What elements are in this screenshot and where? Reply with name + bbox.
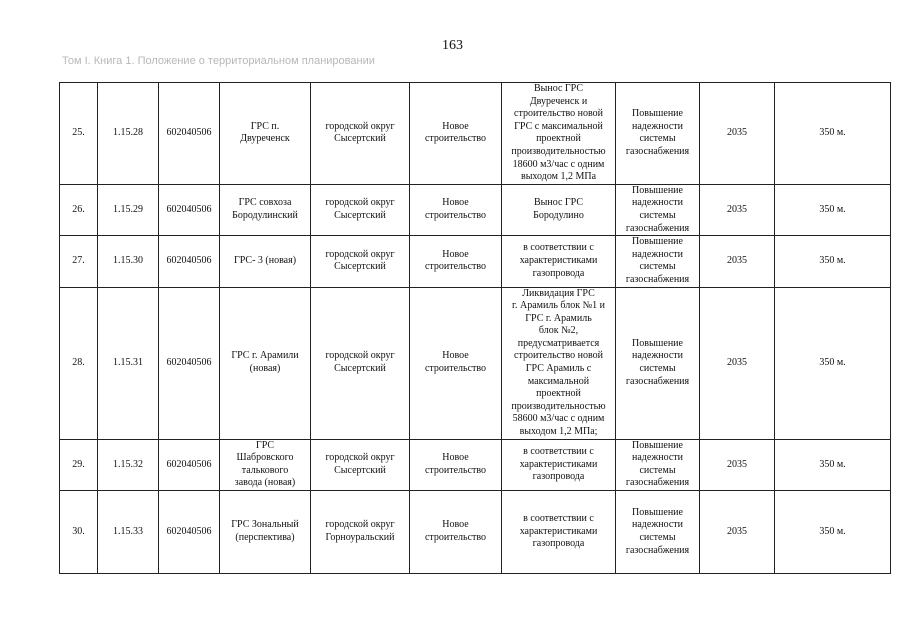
cell-type: Новое строительство	[410, 184, 502, 235]
cell-description: в соответствии с характеристиками газопровода	[502, 439, 616, 490]
cell-year: 2035	[700, 287, 775, 439]
cell-description: Ликвидация ГРС г. Арамиль блок №1 и ГРС г. Арамиль блок №2, предусматривается строительство новой ГРС Арамиль с максимальной проектной производительностью 58600 м3/час с одним выходом 1,2 МПа;	[502, 287, 616, 439]
cell-purpose: Повышение надежности системы газоснабжения	[616, 439, 700, 490]
cell-location: городской округ Сысертский	[311, 184, 410, 235]
cell-type: Новое строительство	[410, 287, 502, 439]
cell-code: 1.15.32	[98, 439, 159, 490]
cell-object-name: ГРС г. Арамили (новая)	[220, 287, 311, 439]
page-number: 163	[442, 38, 463, 53]
cell-object-name: ГРС п. Двуреченск	[220, 83, 311, 185]
cell-code: 1.15.28	[98, 83, 159, 185]
table-row	[60, 236, 891, 287]
cell-location: городской округ Сысертский	[311, 287, 410, 439]
cell-number: 25.	[60, 83, 98, 185]
cell-code: 1.15.31	[98, 287, 159, 439]
cell-year: 2035	[700, 83, 775, 185]
cell-location: городской округ Горноуральский	[311, 491, 410, 574]
cell-number: 28.	[60, 287, 98, 439]
table-row	[60, 184, 891, 235]
cell-description: в соответствии с характеристиками газопровода	[502, 491, 616, 574]
cell-number: 29.	[60, 439, 98, 490]
cell-object-name: ГРС совхоза Бородулинский	[220, 184, 311, 235]
cell-location: городской округ Сысертский	[311, 439, 410, 490]
cell-object-name: ГРС Шабровского талькового завода (новая)	[220, 439, 311, 490]
cell-year: 2035	[700, 184, 775, 235]
cell-purpose: Повышение надежности системы газоснабжения	[616, 83, 700, 185]
cell-object-name: ГРС- 3 (новая)	[220, 236, 311, 287]
cell-description: Вынос ГРС Двуреченск и строительство новой ГРС с максимальной проектной производительностью 18600 м3/час с одним выходом 1,2 МПа	[502, 83, 616, 185]
table-row	[60, 491, 891, 574]
cell-object-name: ГРС Зональный (перспектива)	[220, 491, 311, 574]
cell-zone: 350 м.	[775, 184, 891, 235]
cell-number: 26.	[60, 184, 98, 235]
cell-id: 602040506	[159, 287, 220, 439]
cell-purpose: Повышение надежности системы газоснабжения	[616, 491, 700, 574]
cell-code: 1.15.33	[98, 491, 159, 574]
cell-number: 27.	[60, 236, 98, 287]
cell-year: 2035	[700, 491, 775, 574]
cell-id: 602040506	[159, 236, 220, 287]
cell-type: Новое строительство	[410, 439, 502, 490]
cell-location: городской округ Сысертский	[311, 236, 410, 287]
cell-number: 30.	[60, 491, 98, 574]
cell-purpose: Повышение надежности системы газоснабжения	[616, 287, 700, 439]
cell-id: 602040506	[159, 439, 220, 490]
running-header: Том I. Книга 1. Положение о территориальном планировании	[62, 55, 375, 67]
cell-description: в соответствии с характеристиками газопровода	[502, 236, 616, 287]
cell-description: Вынос ГРС Бородулино	[502, 184, 616, 235]
cell-type: Новое строительство	[410, 236, 502, 287]
cell-code: 1.15.30	[98, 236, 159, 287]
cell-zone: 350 м.	[775, 236, 891, 287]
cell-type: Новое строительство	[410, 83, 502, 185]
table-row	[60, 439, 891, 490]
cell-purpose: Повышение надежности системы газоснабжения	[616, 236, 700, 287]
objects-table	[59, 82, 891, 574]
table-row	[60, 287, 891, 439]
cell-id: 602040506	[159, 184, 220, 235]
cell-year: 2035	[700, 439, 775, 490]
table-row	[60, 83, 891, 185]
cell-zone: 350 м.	[775, 439, 891, 490]
cell-code: 1.15.29	[98, 184, 159, 235]
cell-purpose: Повышение надежности системы газоснабжения	[616, 184, 700, 235]
cell-id: 602040506	[159, 83, 220, 185]
cell-zone: 350 м.	[775, 287, 891, 439]
cell-location: городской округ Сысертский	[311, 83, 410, 185]
cell-zone: 350 м.	[775, 491, 891, 574]
cell-id: 602040506	[159, 491, 220, 574]
cell-year: 2035	[700, 236, 775, 287]
cell-type: Новое строительство	[410, 491, 502, 574]
cell-zone: 350 м.	[775, 83, 891, 185]
